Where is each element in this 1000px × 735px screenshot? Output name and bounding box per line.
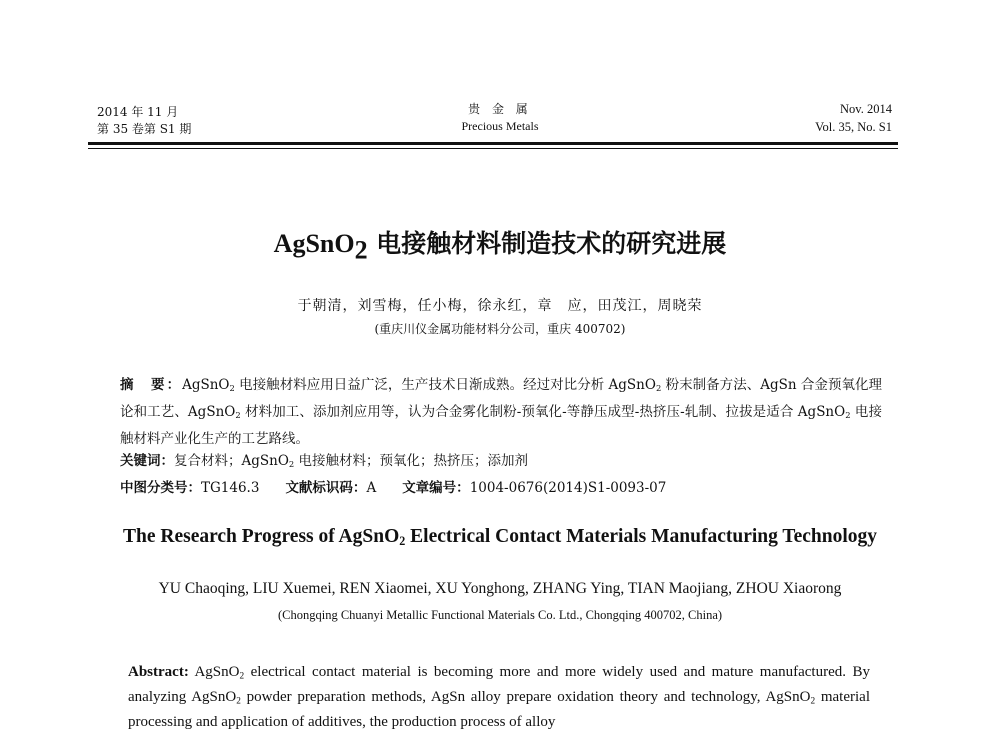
header-date-volume-cn (97, 104, 191, 138)
header-volume-en: Vol. 35, No. S1 (815, 120, 892, 134)
abstract-cn-sub: 2 (229, 383, 235, 394)
keywords-label: 关键词： (120, 453, 174, 469)
header-journal-name (400, 101, 600, 135)
affiliation-en: (Chongqing Chuanyi Metallic Functional Materials Co. Ltd., Chongqing 400702, China) (277, 608, 723, 622)
author-list-en: YU Chaoqing, LIU Xuemei, REN Xiaomei, XU Yonghong, ZHANG Ying, TIAN Maojiang, ZHOU Xiaorong (158, 580, 842, 597)
keywords-sub: 2 (288, 459, 295, 470)
doc-code-value: A (366, 480, 377, 496)
article-title-cn (0, 224, 1000, 265)
abstract-cn-sub: 2 (655, 383, 662, 394)
doc-code-label: 文献标识码： (285, 480, 367, 496)
journal-name-cn: 贵 金 属 (468, 102, 532, 116)
journal-name-en: Precious Metals (461, 119, 539, 133)
abstract-cn (120, 372, 882, 453)
article-number-label: 文章编号： (402, 480, 470, 496)
abstract-en-text: powder preparation methods, AgSn alloy prepare oxidation theory and technology, AgSnO (240, 689, 811, 705)
abstract-cn-text: 电接触材料应用日益广泛，生产技术日渐成熟。经过对比分析 AgSnO (234, 377, 656, 393)
header-date-en: Nov. 2014 (840, 102, 892, 116)
title-formula: AgSnO (273, 229, 355, 258)
abstract-en-text: material processing and application of additives, the production process of alloy (128, 689, 870, 730)
keywords-text: 电接触材料；预氧化；热挤压；添加剂 (294, 453, 529, 469)
abstract-en-sub: 2 (810, 696, 816, 707)
abstract-en-label: Abstract: (128, 664, 189, 680)
title-formula-subscript: 2 (354, 235, 368, 265)
article-title-en (0, 526, 1000, 548)
author-list-cn: 于朝清，刘雪梅，任小梅，徐永红，章 应，田茂江，周晓荣 (297, 298, 703, 314)
abstract-cn-text: 电接触材料产业化生产的工艺路线。 (120, 404, 882, 447)
abstract-en-text: AgSnO (188, 664, 240, 680)
clc-value: TG146.3 (201, 480, 260, 496)
header-volume-cn: 第 35 卷第 S1 期 (97, 122, 192, 136)
keywords-cn (120, 449, 882, 469)
header-rule-thin (88, 148, 898, 149)
abstract-cn-sub: 2 (845, 410, 851, 421)
abstract-en-sub: 2 (239, 671, 245, 682)
clc-label: 中图分类号： (120, 480, 201, 496)
classification-line (120, 476, 882, 496)
abstract-en-text: electrical contact material is becoming more and more widely used and mature manufactured. By analyzing AgSnO (128, 664, 870, 705)
abstract-cn-text: AgSnO (182, 377, 230, 393)
abstract-cn-text: 粉末制备方法、AgSn 合金预氧化理论和工艺、AgSnO (120, 377, 883, 420)
abstract-cn-sub: 2 (235, 410, 241, 421)
title-en-text: Electrical Contact Materials Manufacturing Technology (405, 526, 878, 547)
header-date-cn: 2014 年 11 月 (97, 105, 179, 119)
title-en-text: The Research Progress of AgSnO (122, 526, 400, 547)
abstract-en-sub: 2 (236, 696, 241, 707)
title-text-cn: 电接触材料制造技术的研究进展 (367, 229, 727, 258)
abstract-cn-label: 摘 要： (120, 377, 183, 393)
article-number-value: 1004-0676(2014)S1-0093-07 (469, 480, 667, 496)
affiliation-cn: (重庆川仪金属功能材料分公司，重庆 400702) (374, 322, 626, 336)
title-en-sub: 2 (399, 534, 406, 549)
keywords-text: 复合材料；AgSnO (174, 453, 289, 469)
abstract-en (128, 660, 870, 735)
header-rule-thick (88, 142, 898, 145)
header-date-volume-en (815, 100, 892, 136)
abstract-cn-text: 材料加工、添加剂应用等，认为合金雾化制粉-预氧化-等静压成型-热挤压-轧制、拉拔是适合 AgSnO (240, 404, 846, 420)
